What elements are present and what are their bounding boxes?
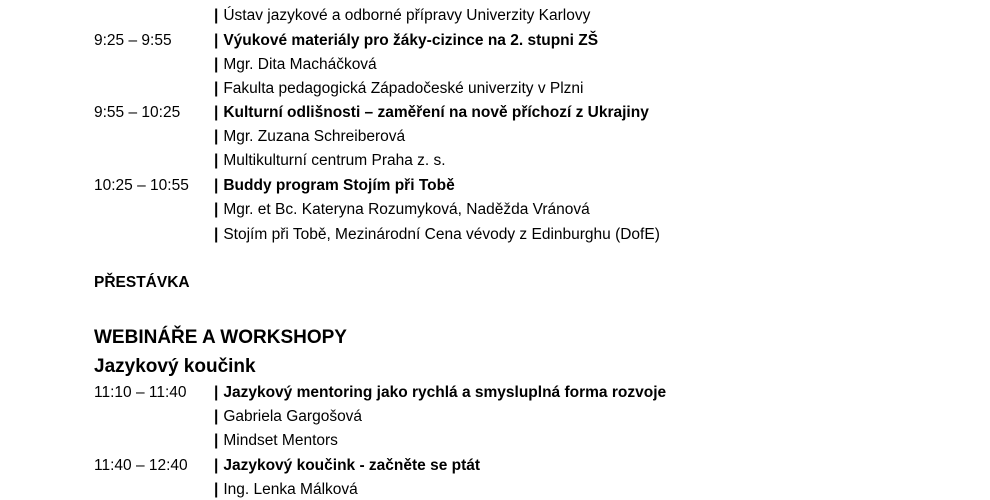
block-3-title-line [214, 176, 455, 196]
block-3-affiliation-line [214, 225, 660, 245]
talk-title: Jazykový koučink - začněte se ptát [223, 457, 481, 474]
workshop-0-time: 11:10 – 11:40 [94, 384, 187, 401]
block-2-affiliation-line [214, 151, 446, 171]
speaker: Mgr. Zuzana Schreiberová [223, 128, 406, 145]
talk-title: Výukové materiály pro žáky-cizince na 2. stupni ZŠ [223, 32, 599, 49]
speaker: Gabriela Gargošová [223, 408, 363, 425]
talk-title: Kulturní odlišnosti – zaměření na nově příchozí z Ukrajiny [223, 104, 649, 121]
separator: | [214, 457, 219, 474]
block-2-title-line [214, 103, 649, 123]
section-title: WEBINÁŘE A WORKSHOPY [94, 327, 347, 348]
separator: | [214, 432, 219, 449]
block-3-time: 10:25 – 10:55 [94, 177, 189, 194]
affiliation: Stojím při Tobě, Mezinárodní Cena vévody z Edinburghu (DofE) [223, 226, 660, 243]
talk-title: Jazykový mentoring jako rychlá a smysluplná forma rozvoje [223, 384, 667, 401]
separator: | [214, 481, 219, 498]
separator: | [214, 7, 219, 24]
talk-title: Buddy program Stojím při Tobě [223, 177, 455, 194]
block-3-speaker-line [214, 200, 590, 220]
workshop-1-time: 11:40 – 12:40 [94, 457, 188, 474]
block-2-speaker-line [214, 127, 405, 147]
block-0-affiliation-line [214, 6, 590, 26]
block-1-affiliation-line [214, 79, 583, 99]
separator: | [214, 408, 219, 425]
separator: | [214, 226, 219, 243]
separator: | [214, 32, 219, 49]
speaker: Mgr. Dita Macháčková [223, 56, 377, 73]
workshop-1-speaker-line [214, 480, 358, 500]
block-2-time: 9:55 – 10:25 [94, 104, 181, 121]
affiliation: Ústav jazykové a odborné přípravy Univerzity Karlovy [223, 7, 591, 24]
workshop-0-affiliation-line [214, 431, 338, 451]
separator: | [214, 177, 219, 194]
workshop-0-speaker-line [214, 407, 362, 427]
separator: | [214, 56, 219, 73]
speaker: Ing. Lenka Málková [223, 481, 358, 498]
section-subtitle: Jazykový koučink [94, 356, 256, 377]
separator: | [214, 104, 219, 121]
separator: | [214, 384, 219, 401]
break-label: PŘESTÁVKA [94, 274, 190, 291]
block-1-speaker-line [214, 55, 377, 75]
affiliation: Multikulturní centrum Praha z. s. [223, 152, 446, 169]
affiliation: Mindset Mentors [223, 432, 338, 449]
separator: | [214, 128, 219, 145]
separator: | [214, 80, 219, 97]
workshop-0-title-line [214, 383, 666, 403]
workshop-1-title-line [214, 456, 480, 476]
block-1-title-line [214, 31, 598, 51]
affiliation: Fakulta pedagogická Západočeské univerzity v Plzni [223, 80, 584, 97]
speaker: Mgr. et Bc. Kateryna Rozumyková, Naděžda Vránová [223, 201, 590, 218]
separator: | [214, 152, 219, 169]
block-1-time: 9:25 – 9:55 [94, 32, 172, 49]
separator: | [214, 201, 219, 218]
